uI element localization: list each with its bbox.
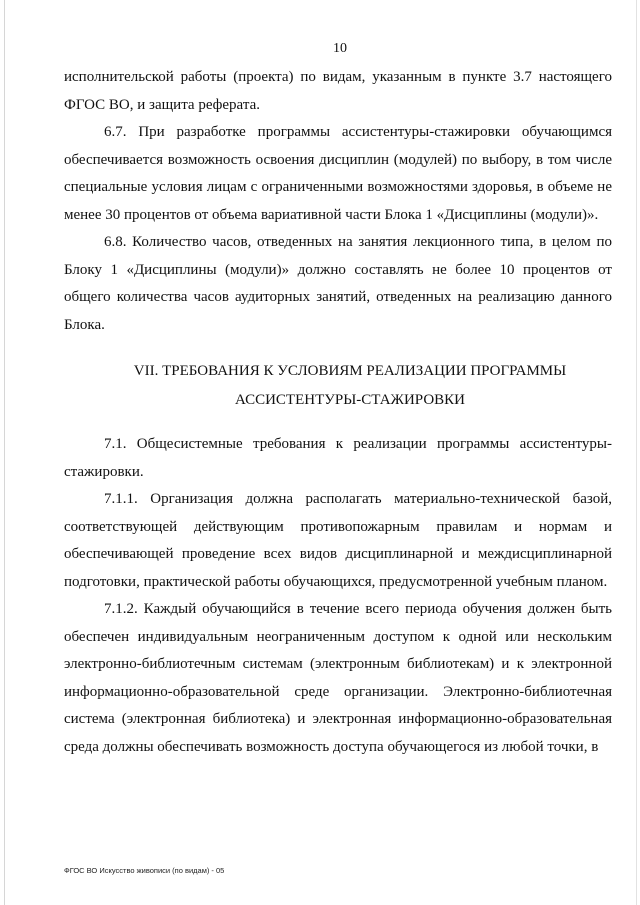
page-footer: ФГОС ВО Искусство живописи (по видам) - 05 — [64, 866, 225, 875]
scan-edge-left — [4, 0, 5, 905]
document-body — [64, 64, 612, 761]
paragraph-7-1: 7.1. Общесистемные требования к реализации программы ассистентуры-стажировки. — [64, 436, 612, 480]
paragraph-7-1-1: 7.1.1. Организация должна располагать материально-технической базой, соответствующей действующим противопожарным правилам и нормам и обеспечивающей проведение всех видов дисциплинарной и междисциплинарной подготовки, практической работы обучающихся, предусмотренной учебным планом. — [64, 491, 612, 590]
paragraph-7-1-2: 7.1.2. Каждый обучающийся в течение всего периода обучения должен быть обеспечен индивидуальным неограниченным доступом к одной или нескольким электронно-библиотечным системам (электронным библиотекам) и к электронной информационно-образовательной среде организации. Электронно-библиотечная система (электронная библиотека) и электронная информационно-образовательная среда должны обеспечивать возможность доступа обучающегося из любой точки, в — [64, 601, 612, 755]
section-heading-line-1: VII. ТРЕБОВАНИЯ К УСЛОВИЯМ РЕАЛИЗАЦИИ ПРОГРАММЫ — [133, 363, 567, 379]
paragraph-6-8: 6.8. Количество часов, отведенных на занятия лекционного типа, в целом по Блоку 1 «Дисциплины (модули)» должно составлять не более 10 процентов от общего количества часов аудиторных занятий, отведенных на реализацию данного Блока. — [64, 234, 612, 333]
scan-edge-right — [636, 0, 637, 905]
section-heading-line-2: АССИСТЕНТУРЫ-СТАЖИРОВКИ — [234, 391, 466, 408]
page-number: 10 — [333, 41, 347, 56]
paragraph-continuation: исполнительской работы (проекта) по видам, указанным в пункте 3.7 настоящего ФГОС ВО, и защита реферата. — [64, 69, 612, 113]
section-heading — [64, 357, 612, 414]
paragraph-6-7: 6.7. При разработке программы ассистентуры-стажировки обучающимся обеспечивается возможность освоения дисциплин (модулей) по выбору, в том числе специальные условия лицам с ограниченными возможностями здоровья, в объеме не менее 30 процентов от объема вариативной части Блока 1 «Дисциплины (модули)». — [64, 124, 612, 223]
